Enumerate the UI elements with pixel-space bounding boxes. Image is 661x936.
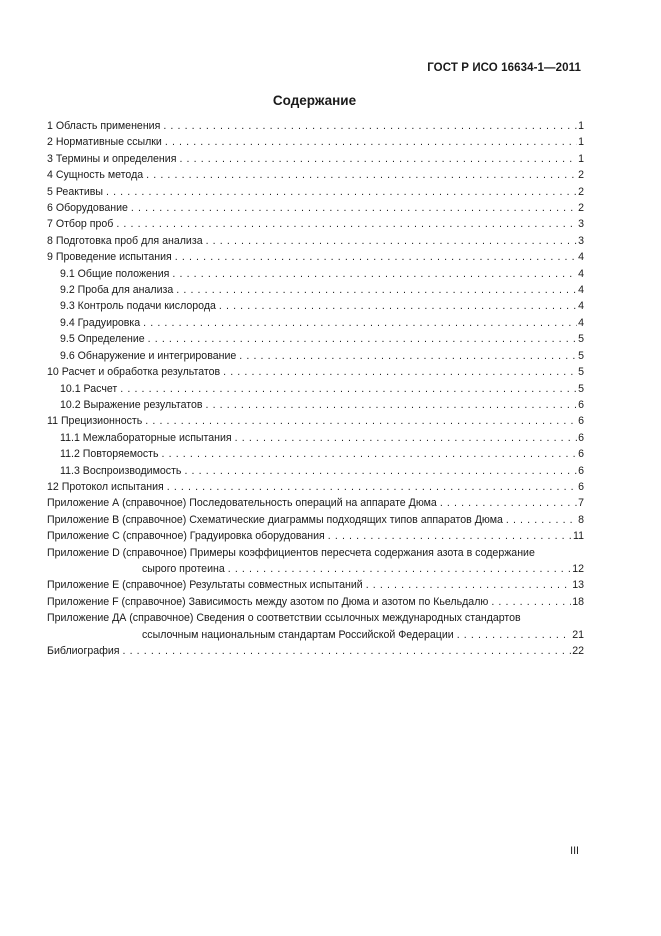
leader-dots — [145, 413, 577, 429]
toc-entry-text: 9.2 Проба для анализа — [60, 284, 174, 297]
toc-entry[interactable] — [47, 594, 584, 610]
toc-entry[interactable] — [47, 249, 584, 265]
leader-dots — [205, 397, 577, 413]
toc-entry[interactable] — [47, 446, 584, 462]
toc-entry[interactable] — [47, 495, 584, 511]
toc-entry-text: Библиография — [47, 645, 120, 657]
toc-entry-page: 5 — [578, 382, 584, 395]
leader-dots — [206, 233, 578, 249]
toc-entry-page: 5 — [578, 349, 584, 362]
toc-entry-text: 10.2 Выражение результатов — [60, 398, 203, 411]
leader-dots — [176, 282, 577, 298]
toc-entry-text: 4 Сущность метода — [47, 169, 144, 182]
toc-entry[interactable] — [47, 233, 584, 249]
toc-entry[interactable] — [47, 512, 584, 528]
leader-dots — [219, 298, 577, 314]
toc-entry-page: 6 — [578, 464, 584, 477]
toc-entry-text: 10 Расчет и обработка результатов — [47, 366, 221, 379]
toc-entry-page: 4 — [578, 267, 584, 280]
toc-entry-page: 6 — [578, 415, 584, 428]
toc-entry-text: 12 Протокол испытания — [47, 480, 164, 493]
toc-entry[interactable] — [47, 216, 584, 232]
leader-dots — [228, 561, 571, 577]
toc-entry-page: 12 — [572, 562, 584, 575]
toc-entry-text: Приложение F (справочное) Зависимость между азотом по Дюма и азотом по Кьельдалю — [47, 595, 489, 608]
leader-dots — [131, 200, 577, 216]
toc-entry-text: 9.3 Контроль подачи кислорода — [60, 300, 216, 313]
toc-entry-page: 6 — [578, 480, 584, 493]
leader-dots — [179, 151, 577, 167]
toc-entry[interactable] — [47, 315, 584, 331]
toc-entry-page: 4 — [578, 316, 584, 329]
leader-dots — [165, 134, 577, 150]
leader-dots — [163, 118, 577, 134]
leader-dots — [162, 446, 578, 462]
toc-entry-page: 6 — [578, 431, 584, 444]
toc-entry-bibliography[interactable] — [47, 643, 584, 659]
leader-dots — [106, 184, 577, 200]
leader-dots — [328, 528, 572, 544]
toc-entry-page: 4 — [578, 300, 584, 313]
leader-dots — [122, 643, 571, 659]
toc-entry-text: 10.1 Расчет — [60, 382, 118, 395]
toc-entry-text: 5 Реактивы — [47, 185, 103, 198]
toc-entry-text: Приложение ДА (справочное) Сведения о соответствии ссылочных международных стандартов — [47, 612, 521, 625]
toc-entry-page: 2 — [578, 169, 584, 182]
toc-entry-text: 9.6 Обнаружение и интегрирование — [60, 349, 237, 362]
toc-entry[interactable] — [47, 118, 584, 134]
leader-dots — [148, 331, 577, 347]
toc-entry-text: 11.2 Повторяемость — [60, 448, 159, 461]
leader-dots — [366, 577, 572, 593]
toc-entry-text: 8 Подготовка проб для анализа — [47, 234, 203, 247]
toc-entry[interactable] — [47, 528, 584, 544]
toc-entry-page: 3 — [578, 234, 584, 247]
leader-dots — [116, 216, 577, 232]
toc-title: Содержание — [272, 93, 357, 108]
toc-entry-text: Приложение А (справочное) Последовательность операций на аппарате Дюма — [47, 497, 437, 510]
toc-entry-page: 22 — [572, 645, 584, 657]
leader-dots — [184, 463, 577, 479]
leader-dots — [120, 381, 577, 397]
toc-entry[interactable] — [47, 364, 584, 380]
toc-entry-text: 11.3 Воспроизводимость — [60, 464, 182, 477]
toc-entry-page: 4 — [578, 251, 584, 264]
leader-dots — [239, 348, 577, 364]
table-of-contents — [47, 118, 584, 659]
toc-entry-text-continued: сырого протеина — [142, 562, 225, 575]
leader-dots — [167, 479, 577, 495]
toc-entry-page: 2 — [578, 185, 584, 198]
toc-entry-page: 7 — [578, 497, 584, 510]
toc-entry[interactable] — [47, 184, 584, 200]
toc-entry-annex-d[interactable] — [47, 545, 584, 578]
toc-entry[interactable] — [47, 134, 584, 150]
toc-entry[interactable] — [47, 413, 584, 429]
leader-dots — [146, 167, 577, 183]
leader-dots — [143, 315, 577, 331]
toc-entry-page: 3 — [578, 218, 584, 231]
toc-entry[interactable] — [47, 577, 584, 593]
toc-entry-text: Приложение Е (справочное) Результаты совместных испытаний — [47, 579, 363, 592]
toc-entry[interactable] — [47, 266, 584, 282]
leader-dots — [457, 627, 572, 643]
leader-dots — [223, 364, 577, 380]
toc-entry-page: 21 — [572, 628, 584, 641]
toc-entry-text: 11 Прецизионность — [47, 415, 143, 428]
toc-entry-page: 1 — [578, 152, 584, 165]
toc-entry[interactable] — [47, 298, 584, 314]
toc-entry-page: 5 — [578, 366, 584, 379]
leader-dots — [491, 594, 571, 610]
toc-entry-page: 1 — [578, 136, 584, 149]
toc-entry-page: 13 — [572, 579, 584, 592]
toc-entry[interactable] — [47, 430, 584, 446]
toc-entry-text: 2 Нормативные ссылки — [47, 136, 162, 149]
page-number: III — [570, 845, 579, 857]
leader-dots — [172, 266, 577, 282]
document-code: ГОСТ Р ИСО 16634-1—2011 — [427, 62, 581, 74]
toc-entry-page: 6 — [578, 398, 584, 411]
toc-entry[interactable] — [47, 479, 584, 495]
toc-entry[interactable] — [47, 200, 584, 216]
toc-entry-page: 18 — [572, 595, 584, 608]
toc-entry-text: Приложение В (справочное) Схематические диаграммы подходящих типов аппаратов Дюма — [47, 513, 503, 526]
leader-dots — [440, 495, 577, 511]
toc-entry-annex-da[interactable] — [47, 610, 584, 643]
toc-entry-text: 9 Проведение испытания — [47, 251, 172, 264]
toc-entry-text: 1 Область применения — [47, 120, 161, 132]
toc-entry-text: 9.5 Определение — [60, 333, 145, 346]
toc-entry-page: 11 — [573, 530, 584, 543]
toc-entry-page: 4 — [578, 284, 584, 297]
toc-entry-page: 2 — [578, 202, 584, 215]
toc-entry-text: Приложение С (справочное) Градуировка оборудования — [47, 530, 325, 543]
leader-dots — [235, 430, 577, 446]
toc-entry-text: 6 Оборудование — [47, 202, 128, 215]
toc-entry-page: 6 — [578, 448, 584, 461]
toc-entry-text: Приложение D (справочное) Примеры коэффициентов пересчета содержания азота в содержание — [47, 546, 535, 559]
toc-entry-page: 8 — [578, 513, 584, 526]
toc-entry[interactable] — [47, 348, 584, 364]
toc-entry[interactable] — [47, 463, 584, 479]
toc-entry-text: 7 Отбор проб — [47, 218, 114, 231]
toc-entry-text: 9.4 Градуировка — [60, 316, 141, 329]
leader-dots — [506, 512, 577, 528]
toc-entry[interactable] — [47, 381, 584, 397]
toc-entry[interactable] — [47, 331, 584, 347]
toc-entry[interactable] — [47, 397, 584, 413]
toc-entry[interactable] — [47, 282, 584, 298]
toc-entry-text: 9.1 Общие положения — [60, 267, 170, 280]
toc-entry-page: 1 — [578, 120, 584, 132]
toc-entry[interactable] — [47, 167, 584, 183]
leader-dots — [175, 249, 577, 265]
toc-entry-page: 5 — [578, 333, 584, 346]
toc-entry[interactable] — [47, 151, 584, 167]
toc-entry-text: 11.1 Межлабораторные испытания — [60, 431, 232, 444]
toc-entry-text-continued: ссылочным национальным стандартам Российской Федерации — [142, 628, 454, 641]
toc-entry-text: 3 Термины и определения — [47, 152, 177, 165]
